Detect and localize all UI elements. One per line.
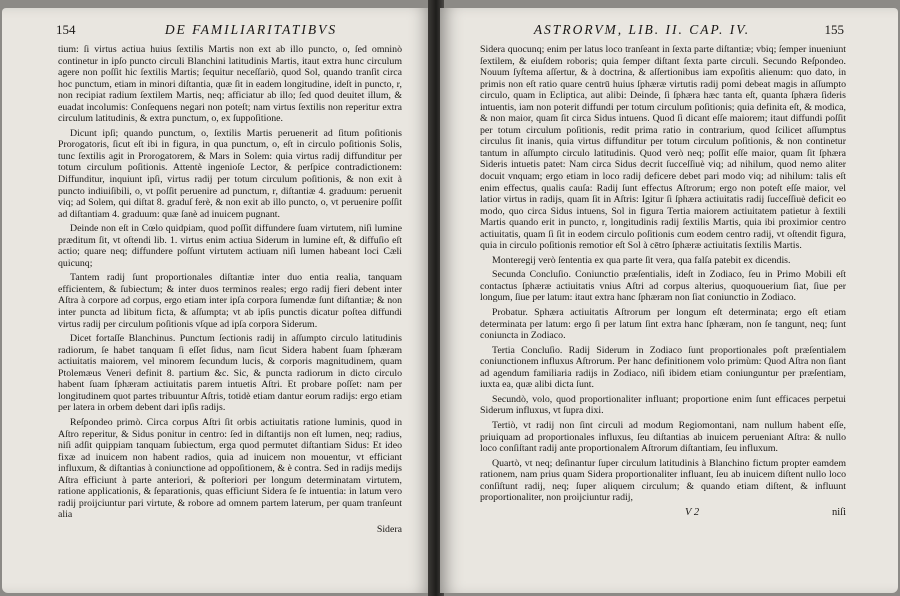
right-paragraph: Probatur. Sphæra actiuitatis Aſtrorum per longum eſt determinata; ergo eſt etiam determinata per latum: ergo ſi per latum ſint extra hanc ſphæram, non ſe tangunt, neq; ſunt coniuncta in Zodiaco. — [480, 307, 846, 342]
right-page-header — [440, 22, 898, 44]
left-paragraph: Dicunt ipſi; quando punctum, o, ſextilis Martis peruenerit ad ſitum poſitionis Prorogatoris, ſicut eſt ibi in figura, in qua punctum, o, eſt in circulo poſitionis Solis, tunc ſextilis agit in Prorogatorem, & Mars in Solem: quia virtus radij diffunditur per totum circulum poſitionis. Attentè ingenioſe Lector, & perſpice contradictionem: Diffunditur, inquiunt ipſi, virtus radij per totum circulum poſitionis, & non exit à puncto indiuiſibili, o, vt poſſit peruenire ad punctum, r, diſtantiæ 4. graduum: peruenit viq; ad Solem, qui diſtat 8. graduſ ferè, & non exit ab illo puncto, o, vt peruenire poſſit ad diſtantiam 4. graduum: quæ ſanè ad inuicem pugnant. — [58, 127, 402, 220]
left-paragraph: Reſpondeo primò. Circa corpus Aſtri ſit orbis actiuitatis ratione luminis, quod in Aſtro reperitur, & Sidus ponitur in centro: ſed in diſtantijs non eſt lumen, neq; radius, niſi adſit quippiam tanquam ſubiectum, erga quod permutet diſtantiam Sidus: Et ideo fixæ ad inuicem non habent radios, quia ad inuicem non mouentur, vt efficiant influxum, & diſtantias à coniunctione ad oppoſitionem, & è contra. Sed in radijs medijs Aſtra efficiunt à parte anteriori, & poſteriori per longum determinatam virtutem, ratione applicationis, & ſeparationis, quas efficiunt Sidera ſe ſe intuentia: in latum vero radij proijciuntur pari virtute, & robore ad omnem partem laterum, per quam tranſeunt alia — [58, 416, 402, 521]
left-paragraph: Tantem radij ſunt proportionales diſtantiæ inter duo entia realia, tanquam efficientem, & ſubiectum; & inter duos terminos reales; ergo radij fieri debent inter Aſtra à corpore ad corpus, ergo etiam inter ipſa corpora ſumendæ ſunt diſtantiæ; & non inter puncta ad libitum ficta, & aſſumpta; vt ab ipſis punctis dicatur poſtea diffundi virtus radij per circulum poſitionis vſque ad ipſa corpora Siderum. — [58, 272, 402, 330]
left-paragraph: tium: ſi virtus actiua huius ſextilis Martis non ext ab illo puncto, o, ſed omninò continetur in ipſo puncto circuli Blanchini latitudinis Martis, itaut extra hunc circulum agere non poſſit hic ſextilis Martis; ſequitur neceſſariò, quod Sol, quando tranſit circa hoc punctum, etiam in minori diſtantia, quæ ſit in eadem longitudine, ideſt in puncto, r, non recipiat radium ſextilem Martis, neq; afficiatur ab illo; ſed quod deuitet illum, & euadat incolumis: Conſequens negari non poteſt; nam virtus ſextilis non reperitur extra circulum latitudinis, & extra punctum, o, ex ſuppoſitione. — [58, 44, 402, 125]
signature-mark: V 2 — [685, 506, 700, 518]
right-page-text — [480, 44, 846, 504]
right-paragraph: Secundò, volo, quod proportionaliter influant; proportione enim ſunt efficaces perpetui Siderum influxus, vt ſupra dixi. — [480, 393, 846, 417]
right-paragraph: Tertia Concluſio. Radij Siderum in Zodiaco ſunt proportionales poſt præſentialem coniunctionem influxus Aſtrorum. Per hanc definitionem volo primùm: Quod Aſtra non ſiant ad agendum familiaria radijs in Zodiaco, niſi ibidem etiam coniunguntur per præſentiam, iuxta ea, quæ alibi dicta ſunt. — [480, 344, 846, 391]
left-paragraph: Deinde non eſt in Cœlo quidpiam, quod poſſit diffundere ſuam virtutem, niſi lumine præditum ſit, vt oſtendi lib. 1. virtus enim actiua Siderum in lumine eſt, & diffuſio eſt actio; quare neq; diffundere poſſunt virtutem actiuam niſi lumen habeant loci Cæli quicunq; — [58, 223, 402, 269]
right-catchword: niſi — [831, 506, 846, 518]
right-page — [440, 8, 898, 593]
right-paragraph: Monteregij verò ſententia ex qua parte ſit vera, qua falſa patebit ex dicendis. — [492, 254, 791, 266]
right-paragraph: Sidera quocunq; enim per latus loco tranſeant in ſexta parte diſtantiæ; vbiq; ſemper inueniunt ſextilem, & eiuſdem roboris; quia ſemper diſtant ſexta parte circuli. Secundo Reſpondeo. Nouum ſyſtema aſſertur, & à doctrina, & aſſertionibus iam expoſitis alienum: quo dato, in primis non eſt ratio quare centrū huius ſphæræ virtutis radij pomi debeat magis in aſſumpto circulo, quam in Ecliptica, aut alibi: Deinde, ſi ſphæra hæc tanta eſt, quanta ſphæra ſideris intuentis, iam non poterit diffundi per totum circulum poſitionis; quia definita eſt, & modica, & non maior, quam ſit circa Sidus intuens. Quod ſi dicant eſſe maiorem; itaut diffundi poſſit per totum circulum poſitionis, redit prima ratio in contrarium, quod ſcilicet aſſumptus circulus ſit inanis, quia virtus diffunditur per totum circulum poſitionis, & non continetur tantum in aſſumpto circulo latitudinis. Quod verò neq; poſſit eſſe maior, quam ſit ſphæra Sideris intuetis patet: Nam circa Sidus decrit ſucceſſiuè viq; ad nihilum, quod nemo aliter docuit vnquam; ergo etiam in loco radij deficere debet pari modo viq; ad nihilum: talis eſt enim effectus, qualis cauſa: Radij ſunt effectus Aſtrorum; ergo non poteſt eſſe maior, vel latior virtus in radijs, quam ſit in Aſtris: Igitur ſi ſphæra actiuitatis radij ſucceſſiuè deficit eo modo, quo circa Sidus intuens, Sol in figura Tertia maiorem actiuitatem patietur à ſextili Martis quando erit in puncto, r, longitudinis radij ſextilis Martis, quia ibi proximior centro actiuitatis, quam ſi ſit in eodem circulo poſitionis cum eodem centro radij, vt oſtendit figura, quia in circulo poſitionis remotior eſt Sol à cētro ſphæræ actiuitatis ſextilis Martis. — [480, 44, 846, 252]
left-running-head: DE FAMILIARITATIBVS — [164, 22, 338, 37]
right-running-head: ASTRORVM, LIB. II. CAP. IV. — [533, 22, 751, 37]
left-page-number: 154 — [56, 22, 76, 37]
left-page-text — [58, 44, 402, 521]
right-page-number: 155 — [824, 22, 844, 37]
left-page — [2, 8, 432, 593]
left-paragraph: Dicet fortaſſe Blanchinus. Punctum ſectionis radij in aſſumpto circulo latitudinis radiorum, ſe habet tanquam ſi eſſet ſidus, nam ſicut Sidera habent ſuam ſphæram actiuitatis maiorem, vel minorem ſecundum lucis, & corporis magnitudinem, quam Ptolemæus Veneri definit 8. partium &c. Sic, & puncta radiorum in dicto circulo habent ſuam ſphæram actiuitatis parem intuetis Aſtri. Et probare poſſet: nam per longitudinem quot partes tribuuntur Aſtris, totidè etiam dantur eorum radijs: ergo etiam per latera in orbem debent dari ipſis radijs. — [58, 333, 402, 414]
right-paragraph: Tertiò, vt radij non ſint circuli ad modum Regiomontani, nam nullum habent eſſe, priuiquam ad proportionales influxus, ſeu diſtantias ab inuicem perueniant Aſtra: & nullo loco conſiſtant radij ante proportionalem Aſtrorum diſtantiam, ſeu influxum. — [480, 419, 846, 455]
left-catchword: Sidera — [376, 523, 402, 535]
right-paragraph: Quartò, vt neq; deſinantur ſuper circulum latitudinis à Blanchino fictum propter eamdem rationem, nam prius quam Sidera proportionaliter influant, ſeu ab inuicem diſtent nullo loco conſiſtunt radij, neq; ſuper aliquem circulum; & quando etiam diſtent, & influunt proportionaliter, non proijciuntur radij, — [480, 457, 846, 504]
right-page-footer — [480, 507, 846, 521]
right-paragraph: Secunda Concluſio. Coniunctio præſentialis, ideſt in Zodiaco, ſeu in Primo Mobili eſt contactus ſphæræ actiuitatis vnius Aſtri ad corpus alterius, quoquouerium ſiat, ſiue per longum, ſiue per latum: itaut extra hanc ſphæram non ſiat coniunctio in Zodiaco. — [480, 269, 846, 304]
left-page-header — [2, 22, 432, 44]
